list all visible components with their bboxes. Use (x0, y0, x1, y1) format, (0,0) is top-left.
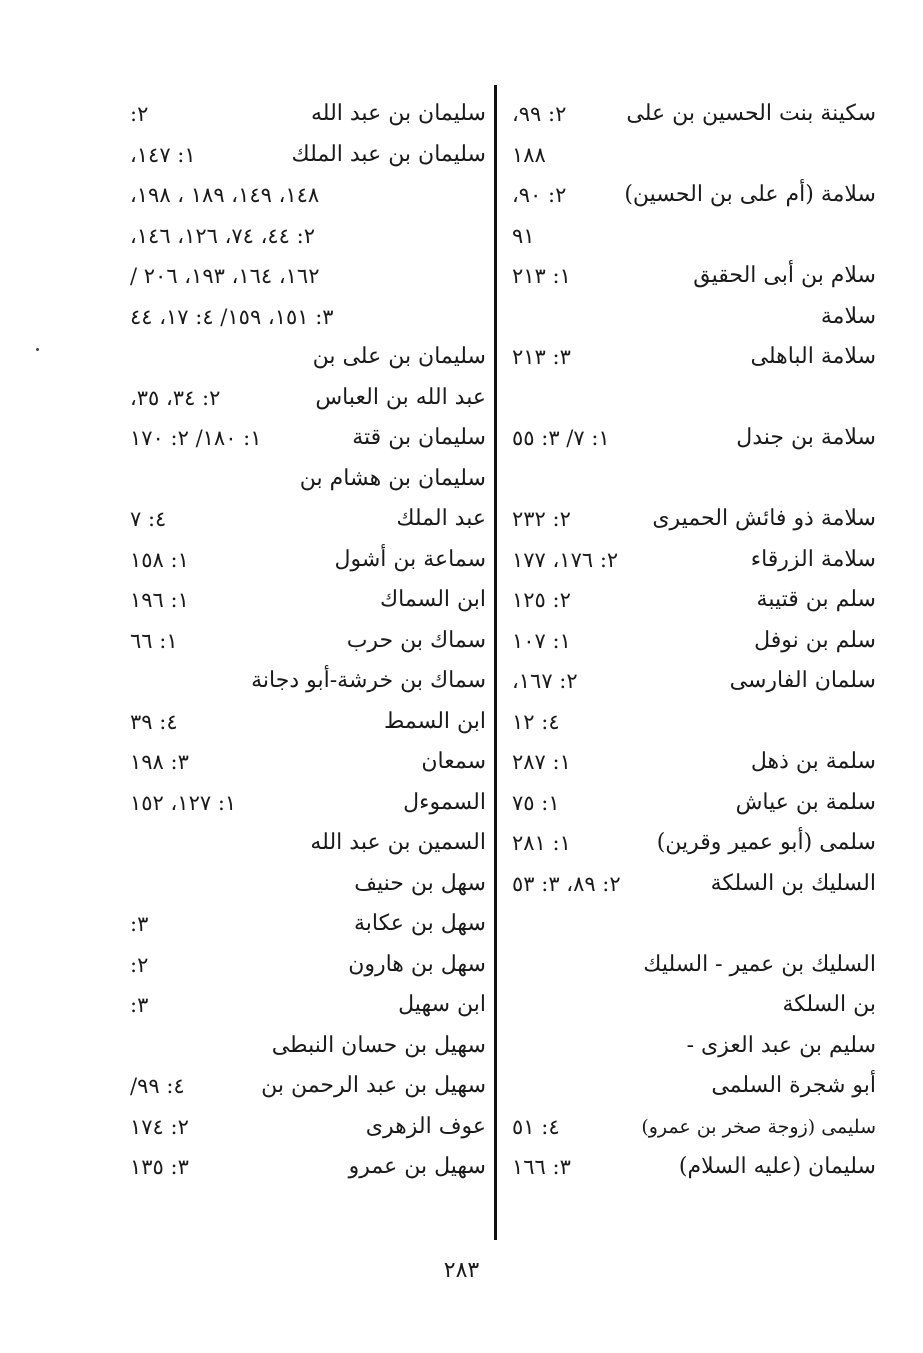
index-entry (508, 297, 876, 338)
entry-page-reference: ٣: ١٥١، ١٥٩/ ٤: ١٧، ٤٤ (130, 304, 334, 329)
entry-page-reference: ١: ٧٥ (512, 790, 560, 815)
entry-name: سليمان (عليه السلام) (678, 1154, 876, 1179)
entry-page-reference: ١: ٢٨١ (512, 831, 571, 855)
index-entry (126, 945, 486, 986)
entry-name: سليمان بن عبد الله (311, 101, 486, 126)
entry-page-reference: ٤: ١٢ (512, 709, 560, 734)
entry-name: سهيل بن عبد الرحمن بن (261, 1073, 486, 1098)
entry-page-reference: ٢: ٤٤، ٧٤، ١٢٦، ١٤٦، (130, 223, 315, 248)
entry-page-reference: ١: ١٢٧، ١٥٢ (130, 790, 237, 815)
entry-page-reference: ١٤٨، ١٤٩، ١٨٩ ، ١٩٨، (130, 183, 320, 207)
index-entry (126, 985, 486, 1026)
index-entry (126, 823, 486, 864)
entry-page-reference: ٢: (130, 102, 149, 126)
entry-name: سليمى (زوجة صخر بن عمرو) (641, 1115, 876, 1138)
index-entry (508, 702, 876, 743)
entry-name: ابن السمط (383, 708, 486, 734)
entry-name: سلامة (أم على بن الحسين) (624, 182, 876, 207)
entry-name: سماك بن خرشة-أبو دجانة (251, 668, 486, 693)
index-entry (508, 823, 876, 864)
entry-name: سمعان (421, 749, 486, 774)
entry-name: سليمان بن قتة (352, 425, 486, 450)
index-entry (126, 1066, 486, 1107)
index-entry (126, 175, 486, 216)
entry-name: سهيل بن حسان النبطى (271, 1032, 486, 1058)
entry-name: سهيل بن عمرو (348, 1154, 486, 1179)
entry-name: السليك بن عمير - السليك (643, 951, 876, 977)
entry-page-reference: ٢: ٣٤، ٣٥، (130, 385, 221, 410)
entry-page-reference: ٣: ١٦٦ (512, 1155, 571, 1179)
entry-page-reference: ١: ١٩٦ (130, 588, 189, 612)
entry-page-reference: ١: ٦٦ (130, 628, 178, 653)
entry-name: سلمة بن عياش (735, 789, 876, 815)
entry-name: سماعة بن أشول (334, 546, 486, 572)
index-entry (508, 540, 876, 581)
index-entry (126, 297, 486, 338)
entry-name: السليك بن السلكة (710, 870, 876, 896)
index-entry (508, 459, 876, 500)
entry-page-reference: ٤: ٥١ (512, 1114, 560, 1139)
entry-name: سلمة بن ذهل (750, 749, 876, 774)
index-entry (508, 216, 876, 257)
entry-name: سهل بن عكابة (354, 911, 486, 936)
index-entry (508, 621, 876, 662)
index-entry (508, 945, 876, 986)
entry-name: سليم بن عبد العزى - (686, 1032, 876, 1058)
index-entry (126, 459, 486, 500)
entry-page-reference: ١: ١٠٧ (512, 628, 571, 653)
index-entry (508, 256, 876, 297)
index-entry (508, 1107, 876, 1148)
entry-name: سكينة بنت الحسين بن على (626, 101, 876, 126)
index-entry (508, 1147, 876, 1188)
entry-page-reference: ١: ١٤٧، (130, 142, 196, 167)
index-entry (508, 135, 876, 176)
entry-name: السمين بن عبد الله (310, 830, 486, 855)
index-entry (508, 378, 876, 419)
entry-name: عوف الزهرى (365, 1113, 486, 1139)
index-entry (126, 783, 486, 824)
entry-name: سلم بن قتيبة (756, 587, 876, 612)
entry-name: السموءل (403, 789, 486, 815)
entry-name: سلمان الفارسى (729, 668, 876, 693)
index-entry (126, 135, 486, 176)
index-entry (126, 904, 486, 945)
index-entry (508, 1066, 876, 1107)
index-entry (508, 418, 876, 459)
index-entry (508, 783, 876, 824)
column-divider (494, 85, 497, 1240)
entry-name: سلم بن نوفل (754, 627, 876, 653)
entry-page-reference: ١: ٢١٣ (512, 264, 571, 288)
index-entry (126, 499, 486, 540)
index-entry (508, 904, 876, 945)
right-index-column (508, 94, 876, 1188)
entry-page-reference: ٢: (130, 952, 149, 977)
index-entry (508, 1026, 876, 1067)
index-entry (508, 175, 876, 216)
index-entry (126, 94, 486, 135)
index-entry (126, 864, 486, 905)
index-entry (508, 985, 876, 1026)
entry-page-reference: ٣: ١٩٨ (130, 750, 189, 774)
entry-name: سلامة الباهلى (750, 344, 876, 369)
index-entry (126, 702, 486, 743)
entry-name: عبد الله بن العباس (315, 384, 486, 410)
index-entry (126, 742, 486, 783)
index-entry (126, 661, 486, 702)
entry-name: بن السلكة (782, 992, 876, 1017)
entry-name: ابن سهيل (398, 992, 486, 1017)
entry-page-reference: ٣: (130, 912, 149, 936)
index-entry (508, 499, 876, 540)
entry-page-reference: ٣: (130, 993, 149, 1017)
entry-page-reference: ٢: ١٢٥ (512, 588, 571, 612)
entry-page-reference: ٤: ٧ (130, 507, 167, 531)
entry-name: سهل بن حنيف (354, 870, 486, 896)
entry-page-reference: ١٦٢، ١٦٤، ١٩٣، ٢٠٦ / (130, 264, 320, 288)
entry-name: سلامة ذو فائش الحميرى (652, 506, 876, 531)
entry-page-reference: ٢: ١٧٦، ١٧٧ (512, 547, 619, 572)
entry-page-reference: ٣: ١٣٥ (130, 1155, 189, 1179)
index-entry (126, 540, 486, 581)
entry-name: أبو شجرة السلمى (711, 1073, 876, 1098)
entry-name: سليمان بن عبد الملك (291, 141, 486, 167)
entry-page-reference: ١: ٢٨٧ (512, 750, 571, 774)
index-entry (508, 742, 876, 783)
entry-page-reference: ٣: ٢١٣ (512, 345, 571, 369)
entry-page-reference: ١٨٨ (512, 142, 546, 167)
entry-name: سلام بن أبى الحقيق (693, 263, 876, 288)
entry-page-reference: ١: ١٨٠/ ٢: ١٧٠ (130, 426, 262, 450)
print-speck (36, 348, 39, 351)
index-entry (126, 378, 486, 419)
index-entry (508, 337, 876, 378)
entry-name: ابن السماك (380, 587, 486, 612)
entry-name: سماك بن حرب (346, 627, 486, 653)
index-entry (126, 621, 486, 662)
entry-name: سليمان بن هشام بن (299, 465, 486, 491)
index-entry (126, 216, 486, 257)
index-entry (126, 1107, 486, 1148)
entry-name: سلامة (820, 303, 876, 329)
entry-page-reference: ١: ١٥٨ (130, 547, 189, 572)
left-index-column (126, 94, 486, 1188)
entry-page-reference: ٩١ (512, 223, 535, 248)
index-entry (508, 864, 876, 905)
entry-page-reference: ٢: ٩٩، (512, 102, 567, 126)
index-entry (508, 94, 876, 135)
entry-name: سلامة الزرقاء (750, 546, 876, 572)
index-entry (508, 580, 876, 621)
entry-page-reference: ٤: ٣٩ (130, 709, 178, 734)
entry-page-reference: ٤: ٩٩/ (130, 1074, 185, 1098)
entry-page-reference: ٢: ١٧٤ (130, 1114, 189, 1139)
index-entry (126, 418, 486, 459)
index-entry (126, 1147, 486, 1188)
page-number: ٢٨٣ (443, 1258, 480, 1283)
index-entry (126, 256, 486, 297)
entry-page-reference: ٢: ٨٩، ٣: ٥٣ (512, 871, 621, 896)
index-entry (508, 661, 876, 702)
entry-page-reference: ٢: ١٦٧، (512, 669, 578, 693)
entry-name: سليمان بن على بن (312, 344, 486, 369)
index-entry (126, 1026, 486, 1067)
entry-name: سلامة بن جندل (736, 425, 876, 450)
entry-name: سهل بن هارون (348, 951, 486, 977)
entry-name: عبد الملك (396, 506, 486, 531)
entry-page-reference: ١: ٧/ ٣: ٥٥ (512, 426, 610, 450)
entry-page-reference: ٢: ٩٠، (512, 183, 567, 207)
index-entry (126, 337, 486, 378)
entry-name: سلمى (أبو عمير وقرين) (656, 830, 876, 855)
index-entry (126, 580, 486, 621)
entry-page-reference: ٢: ٢٣٢ (512, 507, 571, 531)
